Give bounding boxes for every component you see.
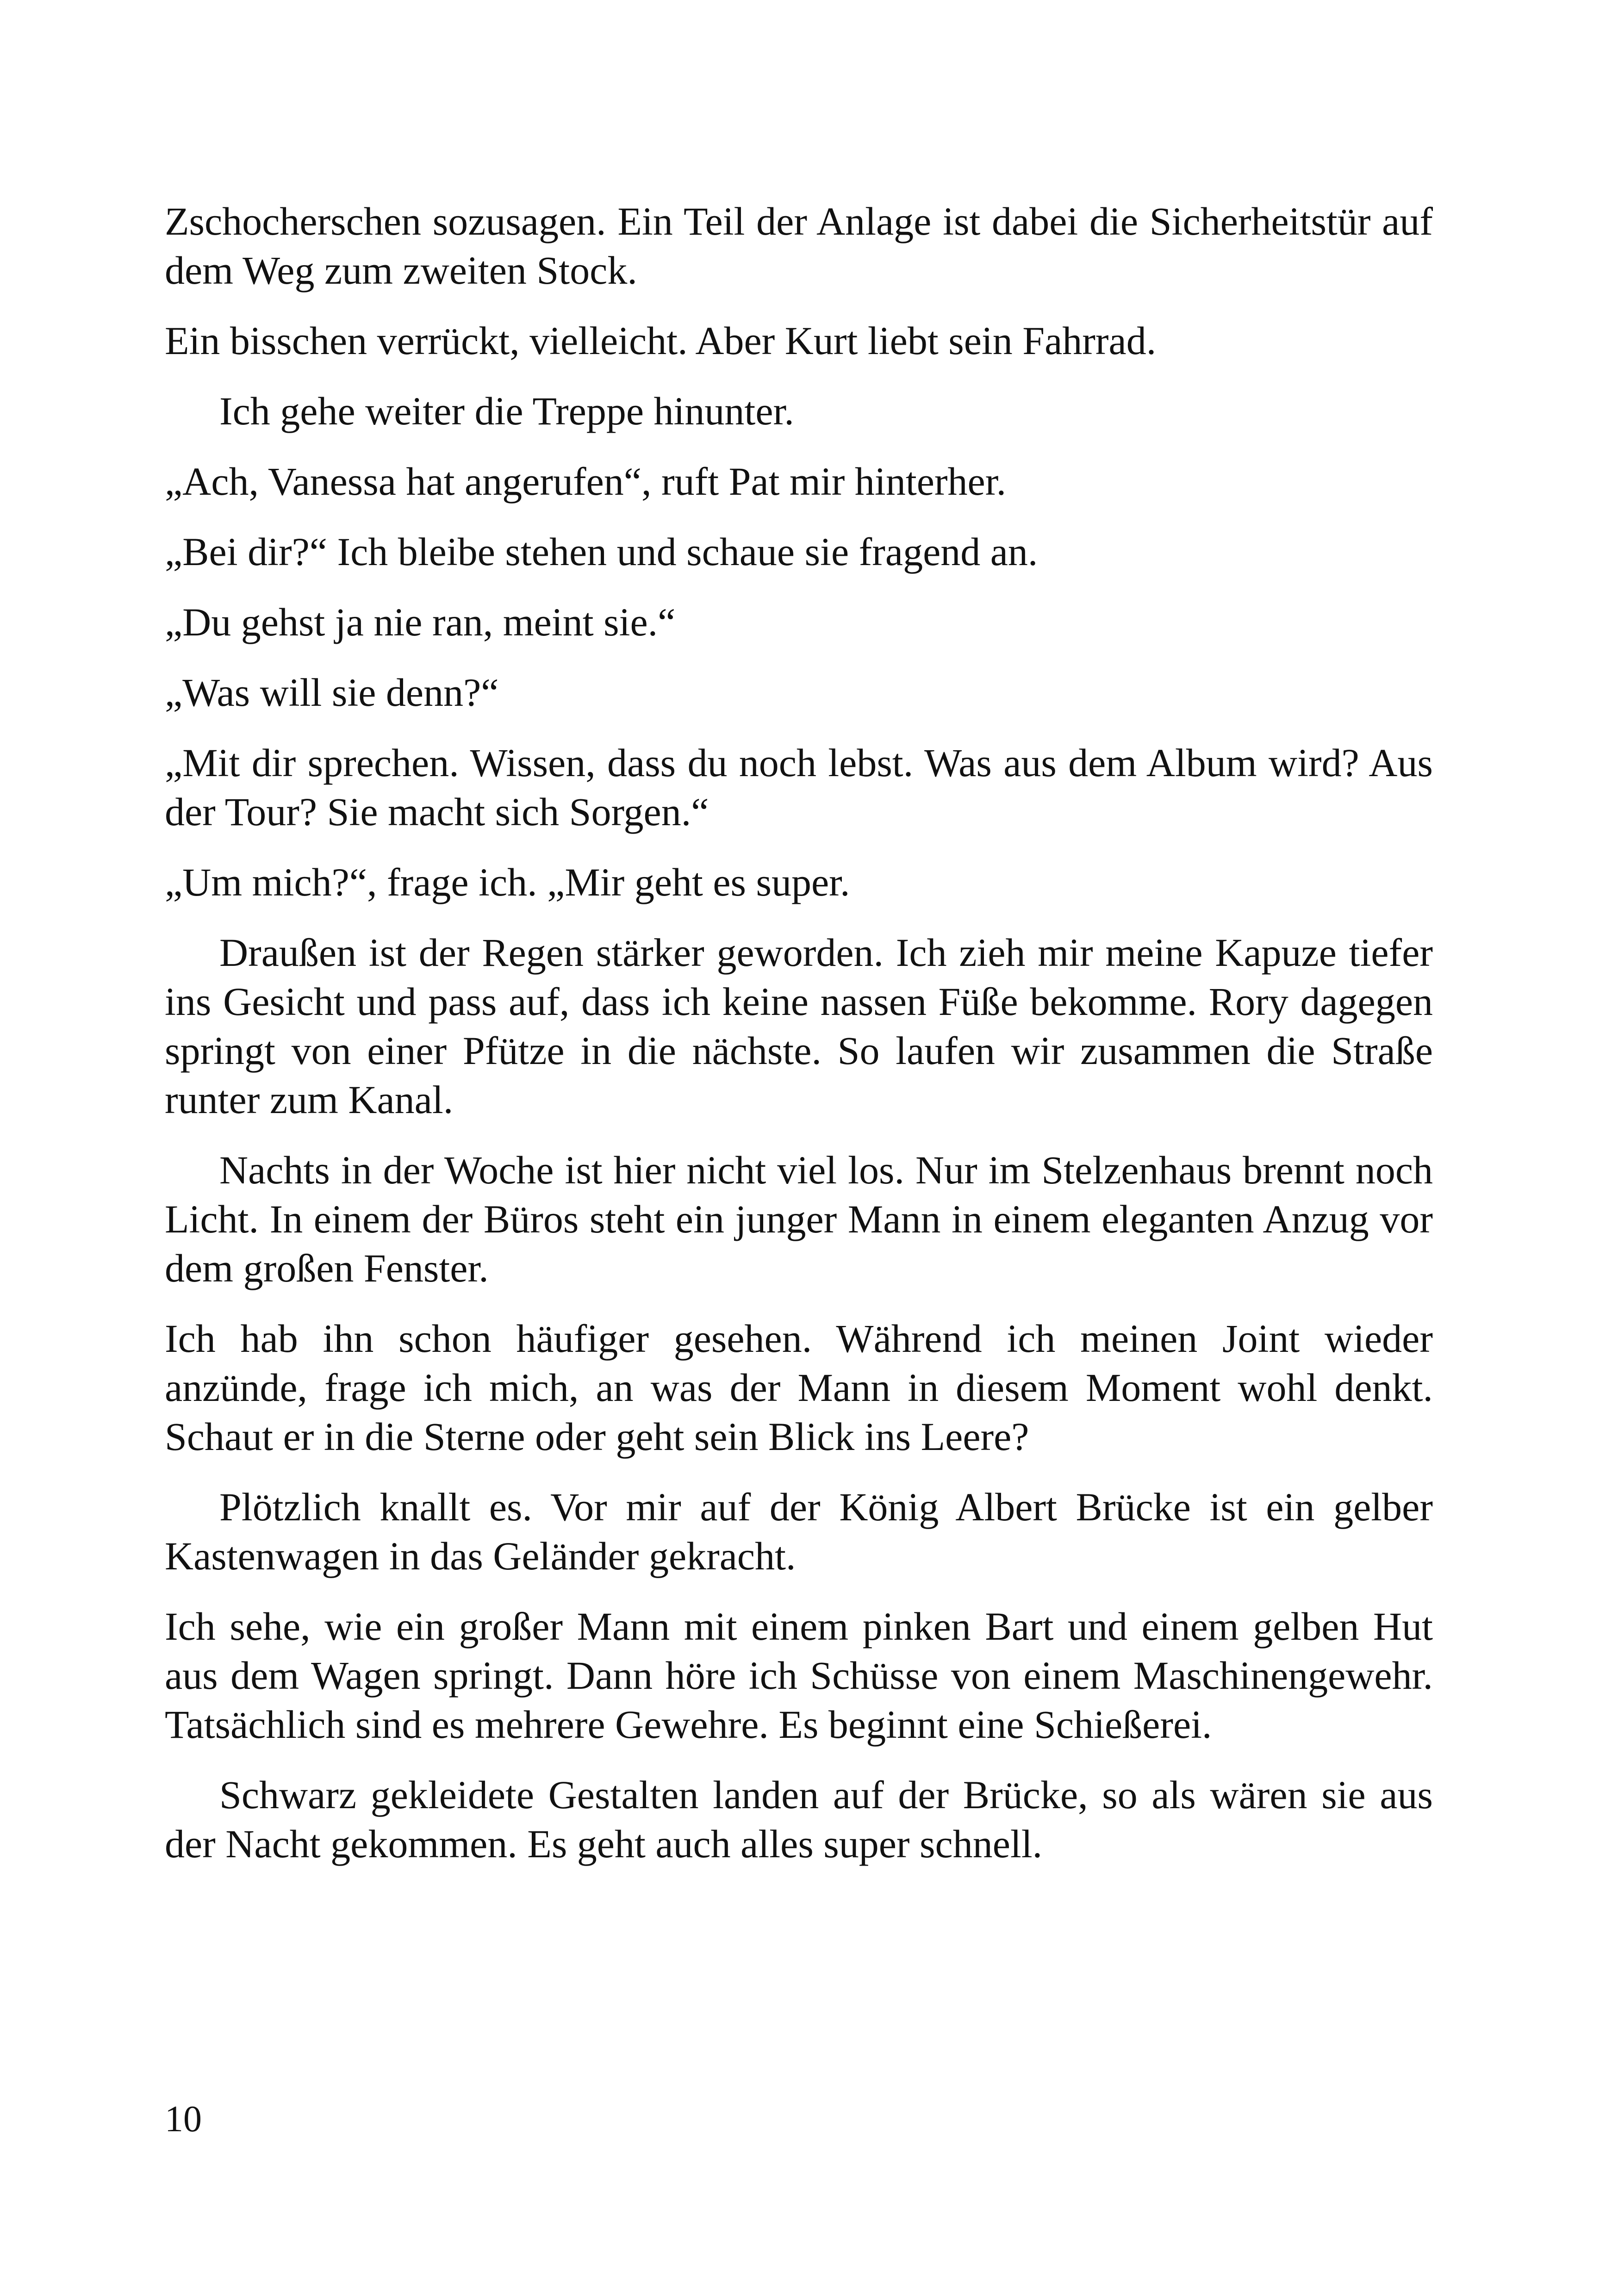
paragraph: Schwarz gekleidete Gestalten landen auf der Brücke, so als wären sie aus der Nacht gekommen. Es geht auch alles super schnell. (165, 1773, 1433, 1866)
paragraph: Zschocherschen sozusagen. Ein Teil der Anlage ist dabei die Sicherheitstür auf dem Weg zum zweiten Stock. (165, 199, 1433, 292)
body-text (165, 197, 1433, 1890)
page-number: 10 (165, 2099, 202, 2140)
paragraph: Ein bisschen verrückt, vielleicht. Aber Kurt liebt sein Fahrrad. (165, 318, 1157, 363)
paragraph: Plötzlich knallt es. Vor mir auf der König Albert Brücke ist ein gelber Kastenwagen in das Geländer gekracht. (165, 1485, 1433, 1578)
paragraph: „Du gehst ja nie ran, meint sie.“ (165, 600, 676, 644)
paragraph: Ich hab ihn schon häufiger gesehen. Während ich meinen Joint wieder anzünde, frage ich mich, an was der Mann in diesem Moment wohl denkt. Schaut er in die Sterne oder geht sein Blick ins Leere? (165, 1316, 1433, 1459)
paragraph: Nachts in der Woche ist hier nicht viel los. Nur im Stelzenhaus brennt noch Licht. In einem der Büros steht ein junger Mann in einem eleganten Anzug vor dem großen Fenster. (165, 1148, 1433, 1290)
paragraph: „Ach, Vanessa hat angerufen“, ruft Pat mir hinterher. (165, 459, 1007, 504)
paragraph: Ich sehe, wie ein großer Mann mit einem pinken Bart und einem gelben Hut aus dem Wagen springt. Dann höre ich Schüsse von einem Maschinengewehr. Tatsächlich sind es mehrere Gewehre. Es beginnt eine Schießerei. (165, 1604, 1433, 1747)
paragraph: „Bei dir?“ Ich bleibe stehen und schaue sie fragend an. (165, 529, 1038, 574)
paragraph: „Mit dir sprechen. Wissen, dass du noch lebst. Was aus dem Album wird? Aus der Tour? Sie macht sich Sorgen.“ (165, 740, 1433, 834)
paragraph: Ich gehe weiter die Treppe hinunter. (219, 389, 794, 433)
paragraph: Draußen ist der Regen stärker geworden. Ich zieh mir meine Kapuze tiefer ins Gesicht und pass auf, dass ich keine nassen Füße bekomme. Rory dagegen springt von einer Pfütze in die nächste. So laufen wir zusammen die Straße runter zum Kanal. (165, 930, 1433, 1122)
paragraph: „Was will sie denn?“ (165, 670, 499, 715)
paragraph: „Um mich?“, frage ich. „Mir geht es super. (165, 860, 850, 904)
